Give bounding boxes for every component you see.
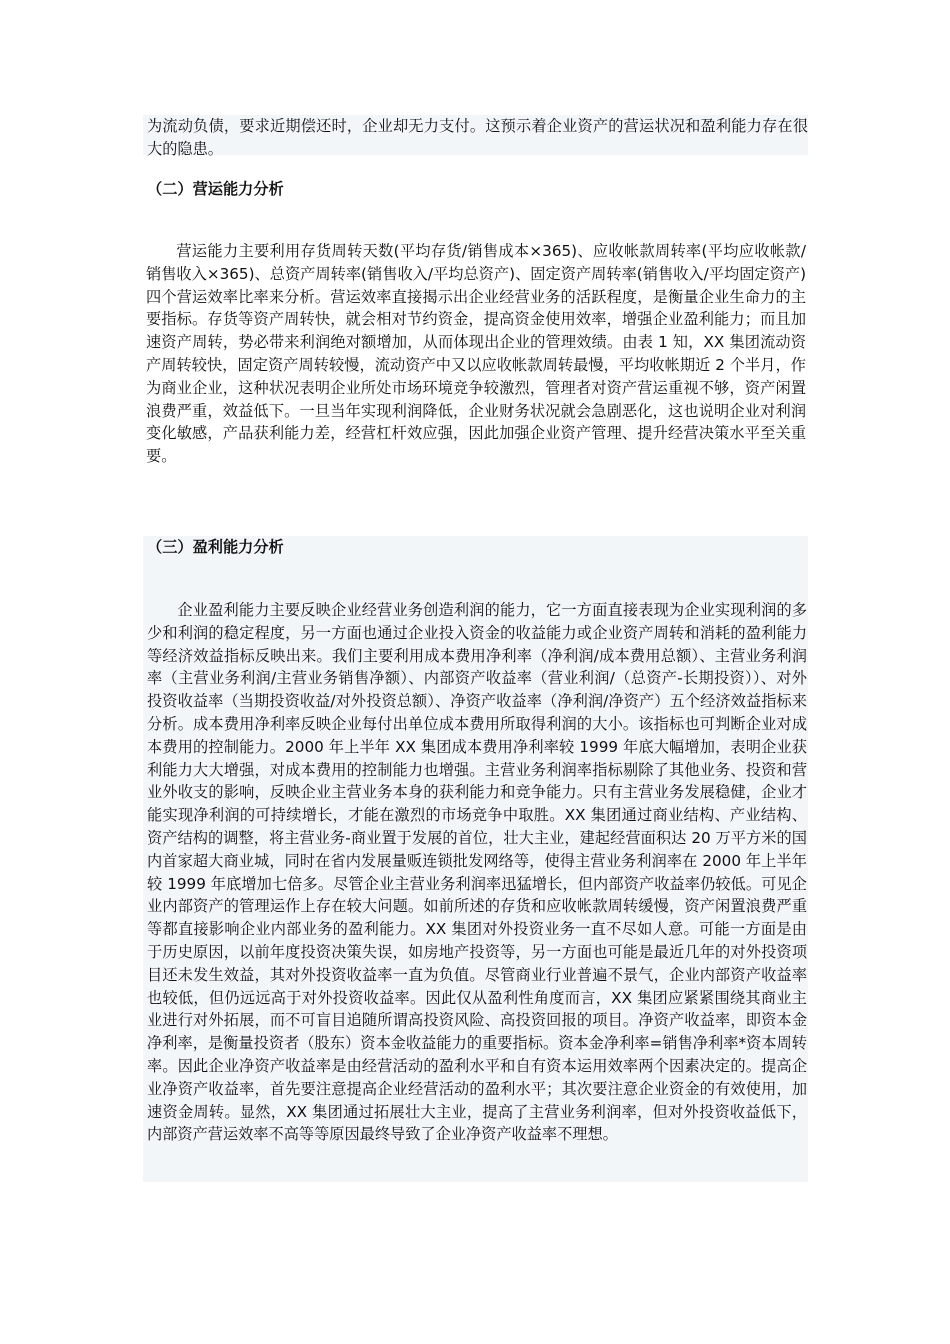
profitability-section (143, 536, 808, 1182)
profitability-paragraph: 企业盈利能力主要反映企业经营业务创造利润的能力，它一方面直接表现为企业实现利润的多少和利润的稳定程度，另一方面也通过企业投入资金的收益能力或企业资产周转和消耗的盈利能力等经济效益指标反映出来。我们主要利用成本费用净利率（净利润/成本费用总额）、主营业务利润率（主营业务利润/主营业务销售净额）、内部资产收益率（营业利润/（总资产-长期投资））、对外投资收益率（当期投资收益/对外投资总额）、净资产收益率（净利润/净资产）五个经济效益指标来分析。成本费用净利率反映企业每付出单位成本费用所取得利润的大小。该指标也可判断企业对成本费用的控制能力。2000 年上半年 XX 集团成本费用净利率较 1999 年底大幅增加，表明企业获利能力大大增强，对成本费用的控制能力也增强。主营业务利润率指标剔除了其他业务、投资和营业外收支的影响，反映企业主营业务本身的获利能力和竞争能力。只有主营业务发展稳健，企业才能实现净利润的可持续增长，才能在激烈的市场竞争中取胜。XX 集团通过商业结构、产业结构、资产结构的调整，将主营业务-商业置于发展的首位，壮大主业，建起经营面积达 20 万平方米的国内首家超大商业城，同时在省内发展量贩连锁批发网络等，使得主营业务利润率在 2000 年上半年较 1999 年底增加七倍多。尽管企业主营业务利润率迅猛增长，但内部资产收益率仍较低。可见企业内部资产的管理运作上存在较大问题。如前所述的存货和应收帐款周转缓慢，资产闲置浪费严重等都直接影响企业内部业务的盈利能力。XX 集团对外投资业务一直不尽如人意。可能一方面是由于历史原因，以前年度投资决策失误，如房地产投资等，另一方面也可能是最近几年的对外投资项目还未发生效益，其对外投资收益率一直为负值。尽管商业行业普遍不景气，企业内部资产收益率也较低，但仍远远高于对外投资收益率。因此仅从盈利性角度而言，XX 集团应紧紧围绕其商业主业进行对外拓展，而不可盲目追随所谓高投资风险、高投资回报的项目。净资产收益率，即资本金净利率，是衡量投资者（股东）资本金收益能力的重要指标。资本金净利率=销售净利率*资本周转率。因此企业净资产收益率是由经营活动的盈利水平和自有资本运用效率两个因素决定的。提高企业净资产收益率，首先要注意提高企业经营活动的盈利水平；其次要注意企业资金的有效使用，加速资金周转。显然，XX 集团通过拓展壮大主业，提高了主营业务利润率，但对外投资收益低下，内部资产营运效率不高等等原因最终导致了企业净资产收益率不理想。 (147, 601, 807, 1144)
operating-capacity-paragraph: 营运能力主要利用存货周转天数(平均存货/销售成本×365)、应收帐款周转率(平均应收帐款/销售收入×365)、总资产周转率(销售收入/平均总资产)、固定资产周转率(销售收入/平均固定资产)四个营运效率比率来分析。营运效率直接揭示出企业经营业务的活跃程度，是衡量企业生命力的主要指标。存货等资产周转快，就会相对节约资金，提高资金使用效率，增强企业盈利能力；而且加速资产周转，势必带来利润绝对额增加，从而体现出企业的管理效绩。由表 1 知，XX 集团流动资产周转较快，固定资产周转较慢，流动资产中又以应收帐款周转最慢，平均收帐期近 2 个半月，作为商业企业，这种状况表明企业所处市场环境竞争较激烈，管理者对资产营运重视不够，资产闲置浪费严重，效益低下。一旦当年实现利润降低，企业财务状况就会急剧恶化，这也说明企业对利润变化敏感，产品获利能力差，经营杠杆效应强，因此加强企业资产管理、提升经营决策水平至关重要。 (146, 242, 806, 466)
section-heading-profitability: （三）盈利能力分析 (147, 538, 284, 556)
intro-block (143, 115, 808, 158)
intro-paragraph: 为流动负债，要求近期偿还时，企业却无力支付。这预示着企业资产的营运状况和盈利能力存在很大的隐患。 (147, 117, 808, 158)
section-heading-operating-capacity: （二）营运能力分析 (147, 180, 284, 198)
